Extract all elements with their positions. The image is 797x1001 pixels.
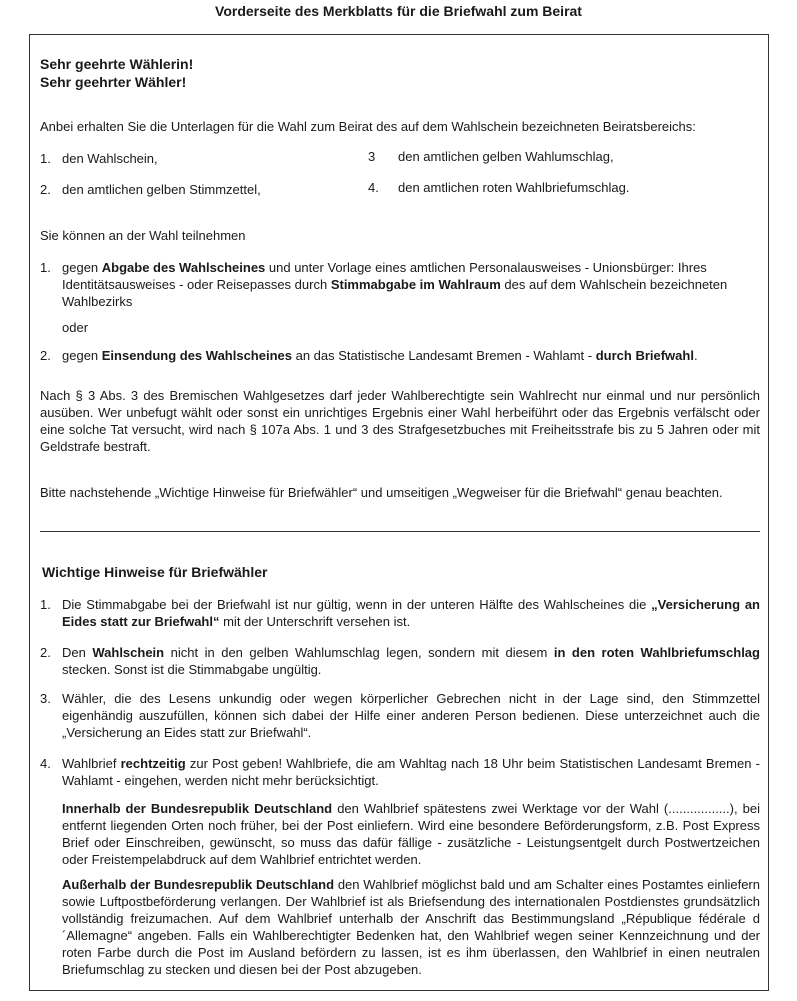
hint-4-number: 4. xyxy=(40,756,51,771)
intro-paragraph: Anbei erhalten Sie die Unterlagen für die Wahl zum Beirat des auf dem Wahlschein bezeichneten Beiratsbereichs: xyxy=(40,119,696,134)
greeting-line-1: Sehr geehrte Wählerin! xyxy=(40,56,194,72)
option-1-number: 1. xyxy=(40,260,51,275)
legal-notice: Nach § 3 Abs. 3 des Bremischen Wahlgesetzes darf jeder Wahlberechtigte sein Wahlrecht nur einmal und nur persönlich ausüben. Wer unbefugt wählt oder sonst ein unrichtiges Ergebnis einer Wahl herbeiführt oder das Ergebnis verfälscht oder eine solche Tat versucht, wird nach § 107a Abs. 1 und 3 des Strafgesetzbuches mit Freiheitsstrafe bis zu 5 Jahren oder mit Geldstrafe bestraft. xyxy=(40,388,760,454)
document-4-number: 4. xyxy=(368,180,379,195)
greeting xyxy=(40,55,193,91)
domestic-paragraph: Innerhalb der Bundesrepublik Deutschland den Wahlbrief spätestens zwei Werktage vor der Wahl (.................), bei entfernt liegenden Orten noch früher, bei der Post einliefern. Wird eine besondere Beförderungsform, z.B. Post Express Brief oder Einschreiben, gewünscht, so muss das dafür fällige - zusätzliche - Leistungsentgelt durch Postwertzeichen oder Freistempelabdruck auf dem Wahlbrief entrichtet werden. xyxy=(62,801,761,867)
document-2-number: 2. xyxy=(40,182,51,197)
option-2-number: 2. xyxy=(40,348,51,363)
abroad-paragraph: Außerhalb der Bundesrepublik Deutschland den Wahlbrief möglichst bald und am Schalter eines Postamtes einliefern sowie Luftpostbeförderung verlangen. Der Wahlbrief ist als Briefsendung des internationalen Postdienstes grundsätzlich vollständig freizumachen. Auf dem Wahlbrief unterhalb der Anschrift das Bestimmungsland „République fédérale d´Allemagne“ angeben. Falls ein Wahlberechtigter Bedenken hat, den Wahlbrief wegen seiner Kennzeichnung und der roten Farbe durch die Post im Ausland befördern zu lassen, ist es ihm überlassen, den Wahlbrief in einen neutralen Briefumschlag zu stecken und diesen bei der Post abzugeben. xyxy=(62,877,760,977)
greeting-line-2: Sehr geehrter Wähler! xyxy=(40,74,187,90)
or-label: oder xyxy=(62,320,89,335)
hint-1-text: Die Stimmabgabe bei der Briefwahl ist nur gültig, wenn in der unteren Hälfte des Wahlscheines die „Versicherung an Eides statt zur Briefwahl“ mit der Unterschrift versehen ist. xyxy=(62,597,760,629)
hint-3-number: 3. xyxy=(40,691,51,706)
hint-1-number: 1. xyxy=(40,597,51,612)
section-divider xyxy=(40,531,760,532)
participation-intro: Sie können an der Wahl teilnehmen xyxy=(40,228,246,243)
document-2-text: den amtlichen gelben Stimmzettel, xyxy=(62,182,261,197)
document-4-text: den amtlichen roten Wahlbriefumschlag. xyxy=(398,180,630,195)
option-1-text: gegen Abgabe des Wahlscheines und unter Vorlage eines amtlichen Personalausweises - Unionsbürger: Ihres Identitätsausweises - oder Reisepasses durch Stimmabgabe im Wahlraum des auf dem Wahlschein bezeichneten Wahlbezirks xyxy=(62,260,728,309)
document-1-number: 1. xyxy=(40,151,51,166)
document-title: Vorderseite des Merkblatts für die Briefwahl zum Beirat xyxy=(215,3,582,19)
document-1-text: den Wahlschein, xyxy=(62,151,158,166)
hint-4-text: Wahlbrief rechtzeitig zur Post geben! Wahlbriefe, die am Wahltag nach 18 Uhr beim Statistischen Landesamt Bremen - Wahlamt - eingehen, werden nicht mehr berücksichtigt. xyxy=(62,756,760,788)
hint-2-text: Den Wahlschein nicht in den gelben Wahlumschlag legen, sondern mit diesem in den roten Wahlbriefumschlag stecken. Sonst ist die Stimmabgabe ungültig. xyxy=(62,645,760,677)
hint-3-text: Wähler, die des Lesens unkundig oder wegen körperlicher Gebrechen nicht in der Lage sind, den Stimmzettel eigenhändig auszufüllen, können sich dabei der Hilfe einer anderen Person bedienen. Diese unterzeichnet auch die „Versicherung an Eides statt zur Briefwahl“. xyxy=(62,691,760,740)
hint-2-number: 2. xyxy=(40,645,51,660)
option-2-text: gegen Einsendung des Wahlscheines an das Statistische Landesamt Bremen - Wahlamt - durch Briefwahl. xyxy=(62,348,698,363)
instructions-hint: Bitte nachstehende „Wichtige Hinweise für Briefwähler“ und umseitigen „Wegweiser für die Briefwahl“ genau beachten. xyxy=(40,485,723,500)
document-3-number: 3 xyxy=(368,149,376,164)
section-title: Wichtige Hinweise für Briefwähler xyxy=(42,564,268,580)
document-3-text: den amtlichen gelben Wahlumschlag, xyxy=(398,149,614,164)
